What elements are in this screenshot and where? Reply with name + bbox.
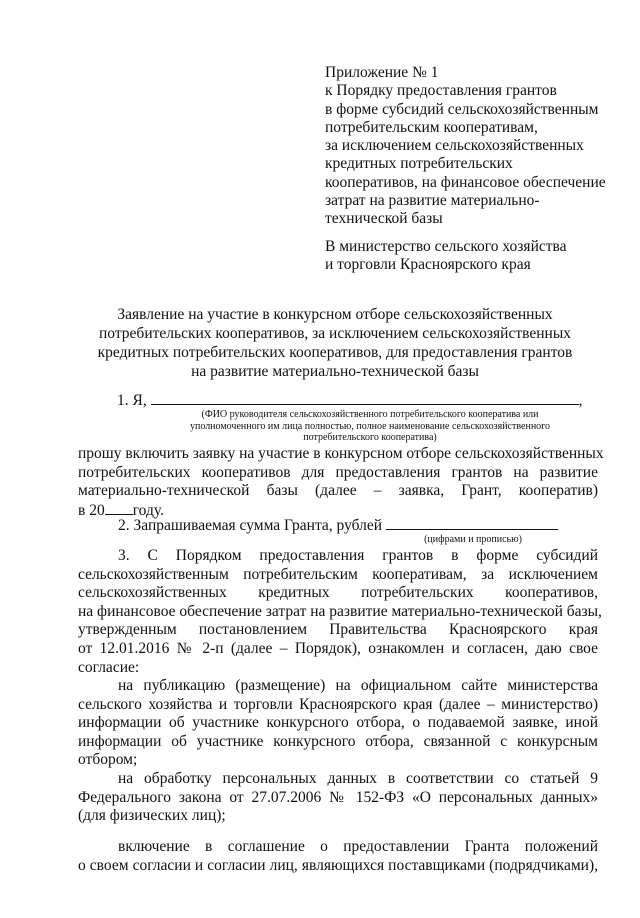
appendix-line: технической базы: [325, 210, 443, 228]
paragraph-line: (для физических лиц);: [78, 807, 226, 825]
paragraph-line: Федерального закона от 27.07.2006 № 152-ФЗ «О персональных данных»: [78, 788, 598, 806]
item3-paragraph: [78, 547, 602, 677]
appendix-line: Приложение № 1: [325, 64, 439, 81]
paragraph-line: 3. С Порядком предоставления грантов в форме субсидий: [118, 547, 598, 564]
consent-publication: [78, 677, 598, 770]
paragraph-line: согласие:: [78, 658, 140, 676]
recipient-line: В министерство сельского хозяйства: [325, 238, 567, 255]
paragraph-line: прошу включить заявку на участие в конкурсном отборе сельскохозяйственных: [78, 445, 604, 462]
consent-personal-data: [78, 770, 598, 826]
appendix-line: потребительским кооперативам,: [325, 118, 538, 136]
hint-line: (ФИО руководителя сельскохозяйственного потребительского кооператива или: [201, 409, 539, 420]
paragraph-line: потребительских кооперативов для предоставления грантов на развитие: [78, 463, 598, 481]
appendix-line: кредитных потребительских: [325, 155, 513, 173]
paragraph-line: отбором;: [78, 751, 138, 769]
item1-hint: [150, 409, 590, 444]
paragraph-line: сельского хозяйства и торговли Красноярского края (далее – министерство): [78, 695, 598, 713]
year-prefix: в 20: [78, 501, 105, 519]
paragraph-line: информации об участнике конкурсного отбора, о подаваемой заявке, иной: [78, 714, 598, 732]
title-line: на развитие материально-технической базы: [191, 363, 479, 380]
paragraph-line: на обработку персональных данных в соответствии со статьей 9: [118, 770, 598, 787]
item2-line: [78, 516, 598, 536]
paragraph-line: включение в соглашение о предоставлении Гранта положений: [118, 838, 598, 855]
title-line: Заявление на участие в конкурсном отборе сельскохозяйственных: [117, 306, 553, 323]
paragraph-line: сельскохозяйственным потребительским кооперативам, за исключением: [78, 565, 598, 583]
appendix-line: к Порядку предоставления грантов: [325, 82, 557, 100]
item1-name-row: [117, 390, 607, 410]
document-title: [80, 305, 590, 381]
paragraph-line: о своем согласии и согласии лиц, являющихся поставщиками (подрядчиками),: [78, 856, 598, 874]
paragraph-line: на публикацию (размещение) на официальном сайте министерства: [118, 677, 598, 694]
item2-row: [78, 516, 598, 536]
year-suffix: году.: [132, 501, 164, 519]
appendix-line: кооперативов, на финансовое обеспечение: [325, 173, 606, 191]
paragraph-line: материально-технической базы (далее – заявка, Грант, кооператив): [78, 482, 598, 500]
item1-suffix: ,: [578, 392, 583, 409]
paragraph-line: от 12.01.2016 № 2-п (далее – Порядок), ознакомлен и согласен, даю свое: [78, 639, 598, 657]
appendix-header: [325, 64, 615, 229]
title-line: кредитных потребительских кооперативов, для предоставления грантов: [97, 344, 573, 361]
paragraph-line: на финансовое обеспечение затрат на развитие материально-технической базы,: [78, 602, 602, 620]
paragraph-line: информации об участнике конкурсного отбора, связанной с конкурсным: [78, 732, 598, 750]
year-field[interactable]: [105, 501, 133, 515]
item1-paragraph: [78, 445, 604, 520]
appendix-line: за исключением сельскохозяйственных: [325, 137, 584, 155]
item2-hint: (цифрами и прописью): [424, 534, 522, 545]
paragraph-line: сельскохозяйственных кредитных потребительских кооперативов,: [78, 584, 598, 602]
paragraph-line: утвержденным постановлением Правительства Красноярского края: [78, 621, 598, 639]
title-line: потребительских кооперативов, за исключением сельскохозяйственных: [99, 325, 571, 342]
appendix-line: затрат на развитие материально-: [325, 192, 540, 210]
hint-line: потребительского кооператива): [303, 432, 437, 443]
recipient-line: и торговли Красноярского края: [325, 256, 531, 274]
item2-label: 2. Запрашиваемая сумма Гранта, рублей: [118, 517, 383, 534]
appendix-line: в форме субсидий сельскохозяйственным: [325, 100, 599, 118]
grant-amount-field[interactable]: [386, 516, 558, 530]
item1-prefix: 1. Я,: [117, 392, 147, 409]
applicant-name-field[interactable]: [151, 390, 579, 405]
recipient-block: [325, 238, 615, 275]
consent-agreement: [78, 838, 598, 875]
hint-line: уполномоченного им лица полностью, полное наименование сельскохозяйственного: [189, 420, 551, 432]
